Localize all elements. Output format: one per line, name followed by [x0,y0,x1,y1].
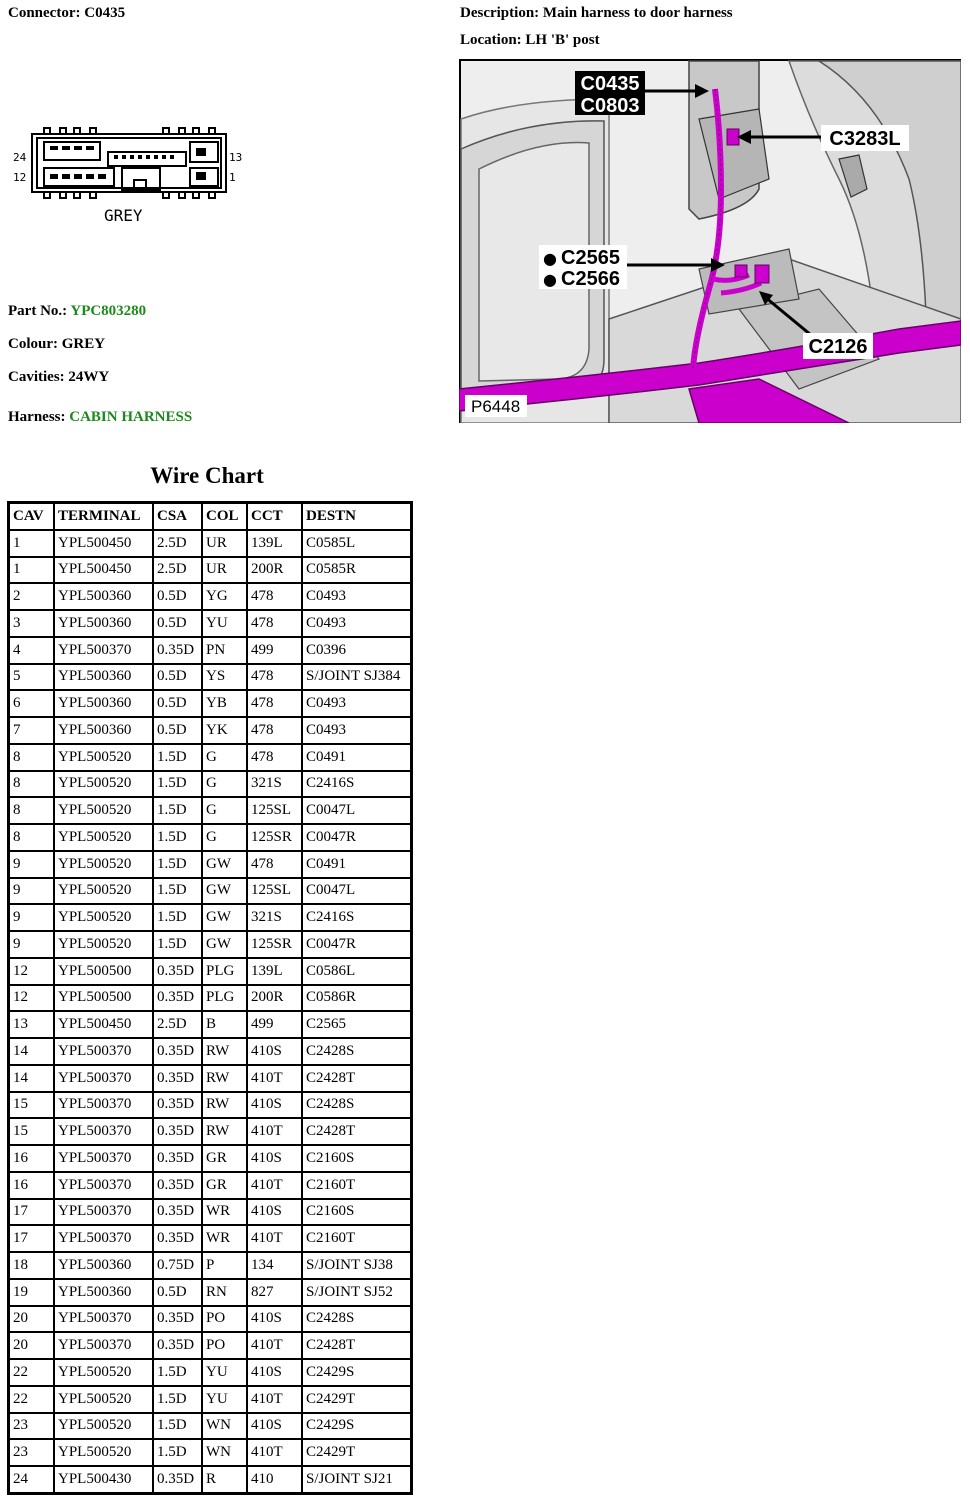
cavities-value: 24WY [68,369,110,385]
cell-cct: 321S [248,905,303,932]
cell-csa: 1.5D [154,772,203,799]
cell-csa: 0.35D [154,1333,203,1360]
cell-destn: C2429S [303,1360,410,1387]
cell-cav: 12 [10,959,55,986]
description-field [460,5,733,22]
cell-cav: 6 [10,691,55,718]
cell-csa: 1.5D [154,852,203,879]
cell-terminal: YPL500520 [55,932,154,959]
cell-cct: 410 [248,1467,303,1492]
cell-terminal: YPL500360 [55,1280,154,1307]
cell-destn: C2416S [303,905,410,932]
table-row [10,718,410,745]
cell-cct: 134 [248,1253,303,1280]
cell-col: G [203,798,248,825]
cell-cav: 24 [10,1467,55,1492]
cell-terminal: YPL500370 [55,1200,154,1227]
cell-cav: 20 [10,1307,55,1334]
callout-c0803: C0803 [580,95,640,117]
cell-destn: S/JOINT SJ384 [303,665,410,692]
table-row [10,1387,410,1414]
cell-col: P [203,1253,248,1280]
cell-csa: 0.5D [154,611,203,638]
cell-cct: 321S [248,772,303,799]
cell-terminal: YPL500360 [55,584,154,611]
cell-cav: 8 [10,772,55,799]
callout-c2566: C2566 [561,268,620,290]
cell-cav: 5 [10,665,55,692]
cell-col: WN [203,1440,248,1467]
table-row [10,1039,410,1066]
wire-chart-header-row [10,504,410,531]
cell-terminal: YPL500370 [55,1066,154,1093]
colour-label: Colour: [8,336,58,352]
cell-cct: 410S [248,1360,303,1387]
cell-col: WN [203,1414,248,1441]
table-row [10,905,410,932]
part-no-label: Part No.: [8,303,68,319]
wire-chart-title: Wire Chart [150,463,264,488]
cell-col: UR [203,531,248,558]
cell-destn: C0047R [303,825,410,852]
cell-col: YK [203,718,248,745]
cell-cav: 23 [10,1414,55,1441]
cell-cav: 15 [10,1093,55,1120]
pin-label-13: 13 [229,151,243,164]
callout-c3283l: C3283L [829,128,901,150]
table-row [10,879,410,906]
harness-link[interactable]: CABIN HARNESS [69,409,193,425]
harness-field [8,409,192,426]
cell-cav: 23 [10,1440,55,1467]
cell-csa: 0.5D [154,718,203,745]
cell-cav: 3 [10,611,55,638]
connector-label: Connector: [8,5,81,21]
cell-cct: 478 [248,584,303,611]
cell-destn: C2429T [303,1440,410,1467]
cell-destn: C2416S [303,772,410,799]
cell-cct: 139L [248,959,303,986]
cell-destn: C2428T [303,1066,410,1093]
cell-destn: S/JOINT SJ21 [306,1470,393,1487]
cell-destn: C2429T [303,1387,410,1414]
cell-cct: 410T [248,1226,303,1253]
cell-cct: 410T [248,1387,303,1414]
cell-cct: 125SL [248,798,303,825]
pin-label-1: 1 [229,171,236,184]
cell-cav: 7 [10,718,55,745]
table-row [10,798,410,825]
cell-cav: 9 [10,905,55,932]
cell-terminal: YPL500360 [55,691,154,718]
description-label: Description: [460,5,540,21]
table-row [10,1066,410,1093]
colour-field [8,336,105,353]
cell-csa: 0.5D [154,691,203,718]
cell-col: G [203,772,248,799]
cell-terminal: YPL500370 [55,1146,154,1173]
cell-col: G [203,825,248,852]
description-value: Main harness to door harness [542,5,733,21]
table-row [10,1440,410,1467]
cell-col: YU [203,1360,248,1387]
cell-cav: 9 [10,932,55,959]
cell-csa: 1.5D [154,1440,203,1467]
cell-cct: 200R [248,986,303,1013]
cell-csa: 0.35D [154,1173,203,1200]
cell-csa: 0.35D [154,1467,203,1492]
cell-terminal: YPL500360 [55,1253,154,1280]
col-header-terminal: TERMINAL [55,504,154,531]
cell-cav: 8 [10,825,55,852]
cell-col: PN [203,638,248,665]
cell-col: GR [203,1173,248,1200]
cell-csa: 1.5D [154,879,203,906]
cell-csa: 1.5D [154,932,203,959]
cell-col: YU [203,611,248,638]
cell-cct: 125SR [248,932,303,959]
cell-cct: 410T [248,1119,303,1146]
cell-cav: 13 [10,1012,55,1039]
col-header-cav: CAV [10,504,55,531]
cell-cct: 410T [248,1066,303,1093]
cell-csa: 2.5D [154,531,203,558]
table-row [10,558,410,585]
cell-col: GR [203,1146,248,1173]
cell-col: RW [203,1093,248,1120]
cell-terminal: YPL500370 [55,1093,154,1120]
cell-cct: 827 [248,1280,303,1307]
cell-col: PO [203,1333,248,1360]
cell-csa: 2.5D [154,1012,203,1039]
cell-cct: 410S [248,1039,303,1066]
cell-destn: S/JOINT SJ38 [303,1253,410,1280]
table-row [10,691,410,718]
callout-c2565-bullet: ● [543,249,557,268]
table-row [10,1093,410,1120]
cell-destn: C0491 [303,745,410,772]
cell-cav: 12 [10,986,55,1013]
cell-cav: 14 [10,1039,55,1066]
table-row [10,825,410,852]
table-row [10,1414,410,1441]
cell-cav: 8 [10,798,55,825]
cell-terminal: YPL500520 [55,879,154,906]
cell-csa: 1.5D [154,905,203,932]
pin-label-24: 24 [13,151,27,164]
cell-cav: 1 [10,558,55,585]
cell-cav: 18 [10,1253,55,1280]
table-row [10,852,410,879]
table-row [10,1280,410,1307]
table-row [10,611,410,638]
cell-csa: 0.35D [154,1200,203,1227]
cell-terminal: YPL500520 [55,852,154,879]
location-label: Location: [460,32,522,48]
cell-col: PO [203,1307,248,1334]
cell-cav: 22 [10,1387,55,1414]
table-row [10,986,410,1013]
table-row [10,1333,410,1360]
cell-csa: 0.35D [154,959,203,986]
cell-csa: 0.35D [154,1093,203,1120]
col-header-csa: CSA [154,504,203,531]
table-row [10,932,410,959]
cell-csa: 0.35D [154,1066,203,1093]
table-row [10,1307,410,1334]
cell-cct: 410T [248,1333,303,1360]
callout-c0435: C0435 [580,73,640,95]
cell-destn: C0493 [303,611,410,638]
cell-csa: 0.35D [154,1039,203,1066]
table-row [10,1200,410,1227]
cell-csa: 0.75D [154,1253,203,1280]
cell-terminal: YPL500520 [55,825,154,852]
cell-destn: C2160T [303,1173,410,1200]
cell-csa: 0.5D [154,1280,203,1307]
cell-terminal: YPL500360 [55,718,154,745]
cavities-field [8,369,109,386]
table-row [10,1012,410,1039]
table-row [10,772,410,799]
cell-cav: 4 [10,638,55,665]
cell-destn: C2428T [303,1119,410,1146]
table-row [10,959,410,986]
harness-label: Harness: [8,409,66,425]
cell-destn: C2160S [303,1200,410,1227]
cell-cav: 15 [10,1119,55,1146]
col-header-col: COL [203,504,248,531]
cell-csa: 1.5D [154,1387,203,1414]
cell-destn: C0396 [303,638,410,665]
cell-cct: 478 [248,745,303,772]
cell-cct: 125SL [248,879,303,906]
cell-destn: C2565 [303,1012,410,1039]
cell-csa: 0.35D [154,986,203,1013]
cell-terminal: YPL500520 [55,1387,154,1414]
cell-terminal: YPL500370 [55,1307,154,1334]
wire-chart-body [10,531,410,1492]
cell-col: GW [203,932,248,959]
table-row [10,745,410,772]
cell-cav: 16 [10,1146,55,1173]
cell-col: GW [203,905,248,932]
location-illustration [459,59,961,423]
cell-terminal: YPL500520 [55,772,154,799]
location-value: LH 'B' post [525,32,600,48]
cell-cct: 410T [248,1440,303,1467]
table-row [10,1360,410,1387]
connector-field [8,5,125,22]
cell-csa: 2.5D [154,558,203,585]
table-row [10,1253,410,1280]
col-header-destn: DESTN [303,504,410,531]
cell-cct: 410S [248,1146,303,1173]
table-row [10,1226,410,1253]
cell-terminal: YPL500430 [55,1467,154,1492]
cell-cct: 478 [248,691,303,718]
connector-face-diagram [10,124,250,234]
cell-destn: C2428S [303,1307,410,1334]
cell-destn: C0585R [303,558,410,585]
cell-col: RW [203,1039,248,1066]
cell-terminal: YPL500520 [55,905,154,932]
cell-col: RW [203,1066,248,1093]
cell-destn: C0586R [303,986,410,1013]
cell-cav: 9 [10,879,55,906]
cell-destn: C2428S [303,1093,410,1120]
cell-cct: 200R [248,558,303,585]
cell-destn: C2160T [303,1226,410,1253]
cell-terminal: YPL500450 [55,531,154,558]
cell-terminal: YPL500360 [55,611,154,638]
cell-csa: 0.5D [154,665,203,692]
cell-terminal: YPL500360 [55,665,154,692]
cell-csa: 0.35D [154,1119,203,1146]
table-row [10,584,410,611]
cell-csa: 0.35D [154,1146,203,1173]
cell-cav: 22 [10,1360,55,1387]
cell-destn: C0586L [303,959,410,986]
cell-cav: 19 [10,1280,55,1307]
cell-col: PLG [203,959,248,986]
cell-cct: 478 [248,718,303,745]
cell-terminal: YPL500370 [55,1226,154,1253]
cell-destn: C2429S [303,1414,410,1441]
cell-terminal: YPL500520 [55,1440,154,1467]
table-row [10,1146,410,1173]
cell-terminal: YPL500500 [55,986,154,1013]
colour-value: GREY [61,336,106,352]
cell-destn: C0493 [303,718,410,745]
cell-col: UR [203,558,248,585]
cell-destn: C0493 [303,691,410,718]
cell-destn: C0491 [303,852,410,879]
cell-terminal: YPL500520 [55,745,154,772]
part-no-field [8,303,146,320]
cell-terminal: YPL500520 [55,798,154,825]
figure-id-label: P6448 [471,397,521,416]
col-header-cct: CCT [248,504,303,531]
diagram-colour-text: GREY [104,206,143,225]
cell-cav: 17 [10,1226,55,1253]
cell-cav: 14 [10,1066,55,1093]
cell-csa: 1.5D [154,1414,203,1441]
cell-col: RW [203,1119,248,1146]
cell-col: GW [203,852,248,879]
cell-cav: 9 [10,852,55,879]
table-row [10,1467,410,1492]
table-row [10,638,410,665]
cell-cct: 410S [248,1414,303,1441]
cell-cct: 410S [248,1200,303,1227]
cell-cav: 8 [10,745,55,772]
cell-terminal: YPL500370 [55,638,154,665]
connector-value: C0435 [84,5,126,21]
cell-destn: C0047L [303,798,410,825]
cell-col: YB [203,691,248,718]
cell-terminal: YPL500450 [55,558,154,585]
wire-chart-table [7,501,413,1495]
cell-cct: 478 [248,665,303,692]
cell-col: RN [203,1280,248,1307]
location-field [460,32,600,49]
cell-csa: 1.5D [154,798,203,825]
cell-col: WR [203,1200,248,1227]
cell-destn: C2428T [303,1333,410,1360]
cell-terminal: YPL500370 [55,1333,154,1360]
table-row [10,531,410,558]
cell-col: YG [203,584,248,611]
cavities-label: Cavities: [8,369,65,385]
cell-cct: 478 [248,611,303,638]
cell-col: PLG [203,986,248,1013]
cell-col: YU [203,1387,248,1414]
cell-destn: C2428S [303,1039,410,1066]
cell-destn: C0047R [303,932,410,959]
cell-cav: 2 [10,584,55,611]
cell-cct: 478 [248,852,303,879]
cell-csa: 0.35D [154,1307,203,1334]
cell-cav: 1 [10,531,55,558]
cell-destn: C0585L [303,531,410,558]
cell-cct: 410S [248,1307,303,1334]
callout-c2566-bullet: ● [543,270,557,289]
cell-cct: 499 [248,1012,303,1039]
cell-terminal: YPL500450 [55,1012,154,1039]
table-row [10,1173,410,1200]
callout-c2126: C2126 [808,336,868,358]
cell-cct: 139L [248,531,303,558]
cell-cav: 17 [10,1200,55,1227]
part-no-link[interactable]: YPC803280 [70,303,147,319]
table-row [10,1119,410,1146]
cell-cct: 125SR [248,825,303,852]
cell-destn: C2160S [303,1146,410,1173]
cell-col: R [203,1467,248,1492]
cell-col: WR [203,1226,248,1253]
cell-cct: 410T [248,1173,303,1200]
cell-cct: 499 [248,638,303,665]
cell-terminal: YPL500520 [55,1414,154,1441]
cell-destn: S/JOINT SJ52 [303,1280,410,1307]
cell-col: G [203,745,248,772]
table-row [10,665,410,692]
cell-terminal: YPL500500 [55,959,154,986]
cell-destn: C0047L [303,879,410,906]
cell-terminal: YPL500370 [55,1119,154,1146]
cell-col: YS [203,665,248,692]
cell-csa: 1.5D [154,745,203,772]
cell-terminal: YPL500370 [55,1039,154,1066]
cell-csa: 1.5D [154,825,203,852]
cell-cav: 20 [10,1333,55,1360]
cell-terminal: YPL500520 [55,1360,154,1387]
cell-terminal: YPL500370 [55,1173,154,1200]
callout-c2565: C2565 [561,247,620,269]
cell-col: GW [203,879,248,906]
cell-csa: 0.5D [154,584,203,611]
pin-label-12: 12 [13,171,27,184]
cell-csa: 1.5D [154,1360,203,1387]
cell-cav: 16 [10,1173,55,1200]
cell-destn: C0493 [303,584,410,611]
cell-csa: 0.35D [154,638,203,665]
cell-cct: 410S [248,1093,303,1120]
cell-csa: 0.35D [154,1226,203,1253]
cell-col: B [203,1012,248,1039]
